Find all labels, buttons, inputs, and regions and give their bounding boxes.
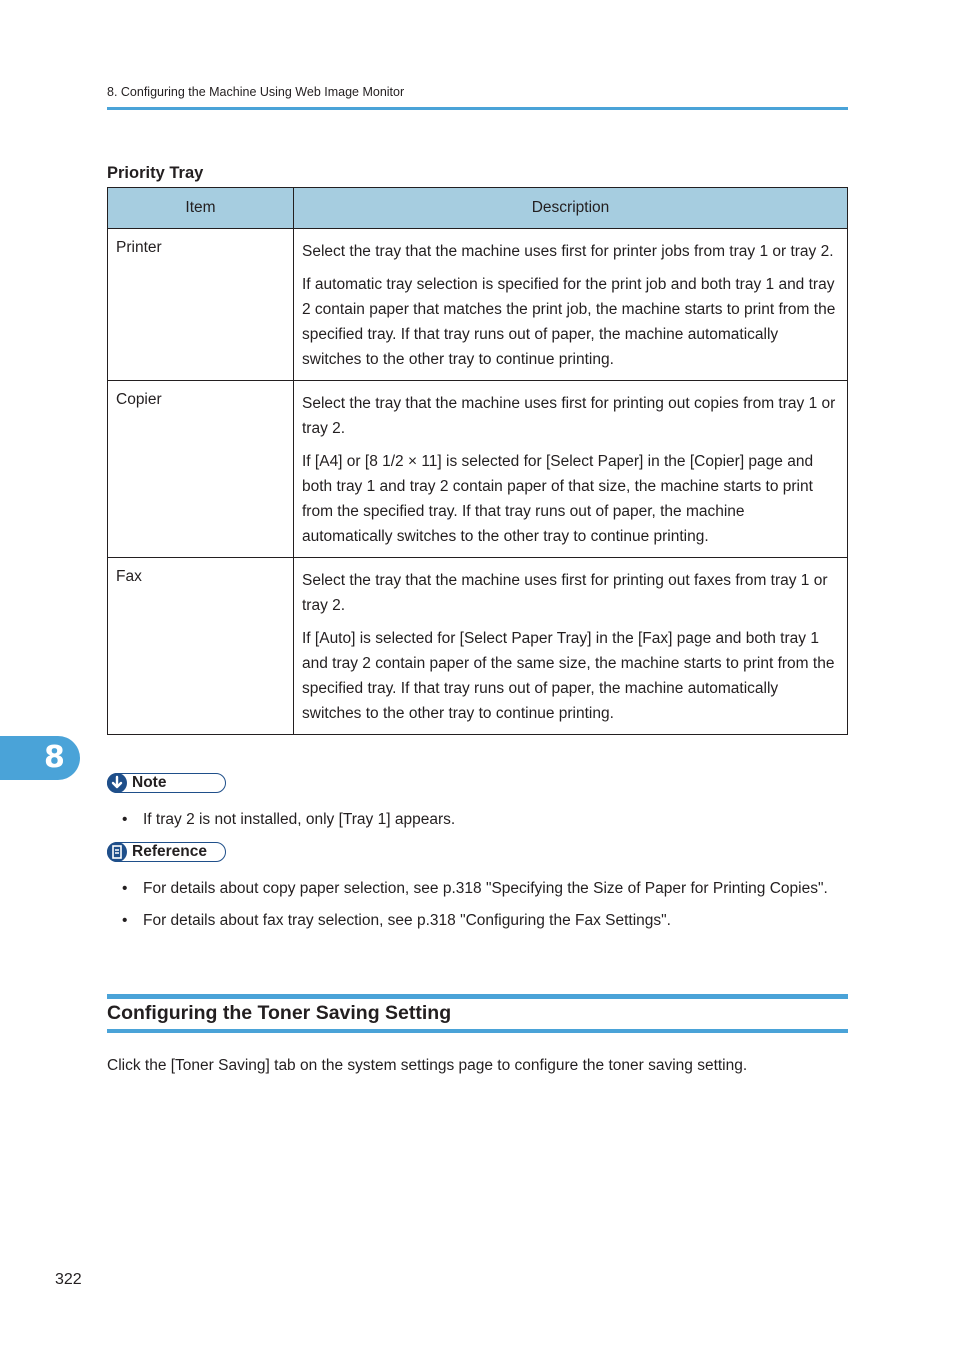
description-paragraph: Select the tray that the machine uses first for printing out copies from tray 1 or tray 2. [302,395,836,437]
description-paragraph: Select the tray that the machine uses first for printing out faxes from tray 1 or tray 2. [302,572,828,614]
list-item: • For details about fax tray selection, see p.318 "Configuring the Fax Settings". [107,908,848,933]
chapter-number: 8 [44,740,65,775]
description-paragraph: If automatic tray selection is specified for the print job and both tray 1 and tray 2 contain paper that matches the print job, the machine starts to print from the specified tray. If that tray runs out of paper, the machine automatically switches to the other tray to continue printing. [302,276,836,368]
table-header-row [108,188,848,229]
reference-badge [107,842,226,862]
list-item: • If tray 2 is not installed, only [Tray 1] appears. [107,807,848,832]
description-paragraph: Select the tray that the machine uses first for printer jobs from tray 1 or tray 2. [302,243,834,260]
header-rule [107,107,848,110]
column-header-item: Item [108,188,294,229]
page-number: 322 [55,1271,82,1288]
list-item: • For details about copy paper selection, see p.318 "Specifying the Size of Paper for Printing Copies". [107,876,848,901]
note-badge [107,773,226,793]
priority-tray-table [107,187,848,735]
subsection-title: Configuring the Toner Saving Setting [107,1002,452,1024]
reference-list [107,876,848,940]
table-row [108,229,848,381]
table-cell-description [294,229,848,381]
table-cell-item: Printer [108,229,294,381]
table-cell-description [294,558,848,735]
document-icon [107,842,127,862]
chapter-tab [0,736,80,780]
table-row [108,381,848,558]
subsection-body: Click the [Toner Saving] tab on the system settings page to configure the toner saving setting. [107,1057,748,1074]
table-cell-item: Fax [108,558,294,735]
description-paragraph: If [A4] or [8 1/2 × 11] is selected for [Select Paper] in the [Copier] page and both tray 1 and tray 2 contain paper of that size, the machine starts to print from the specified tray. If that tray runs out of paper, the machine automatically switches to the other tray to continue printing. [302,453,814,545]
section-title: Priority Tray [107,164,204,182]
table-cell-item: Copier [108,381,294,558]
running-header: 8. Configuring the Machine Using Web Image Monitor [107,85,405,99]
down-arrow-icon [107,773,127,793]
note-list [107,807,848,839]
table-cell-description [294,381,848,558]
table-row [108,558,848,735]
column-header-description: Description [294,188,848,229]
subsection-rule-bottom [107,1029,848,1033]
description-paragraph: If [Auto] is selected for [Select Paper Tray] in the [Fax] page and both tray 1 and tray 2 contain paper of the same size, the machine starts to print from the specified tray. If that tray runs out of paper, the machine automatically switches to the other tray to continue printing. [302,630,835,722]
reference-label: Reference [132,843,207,860]
note-label: Note [132,774,167,791]
